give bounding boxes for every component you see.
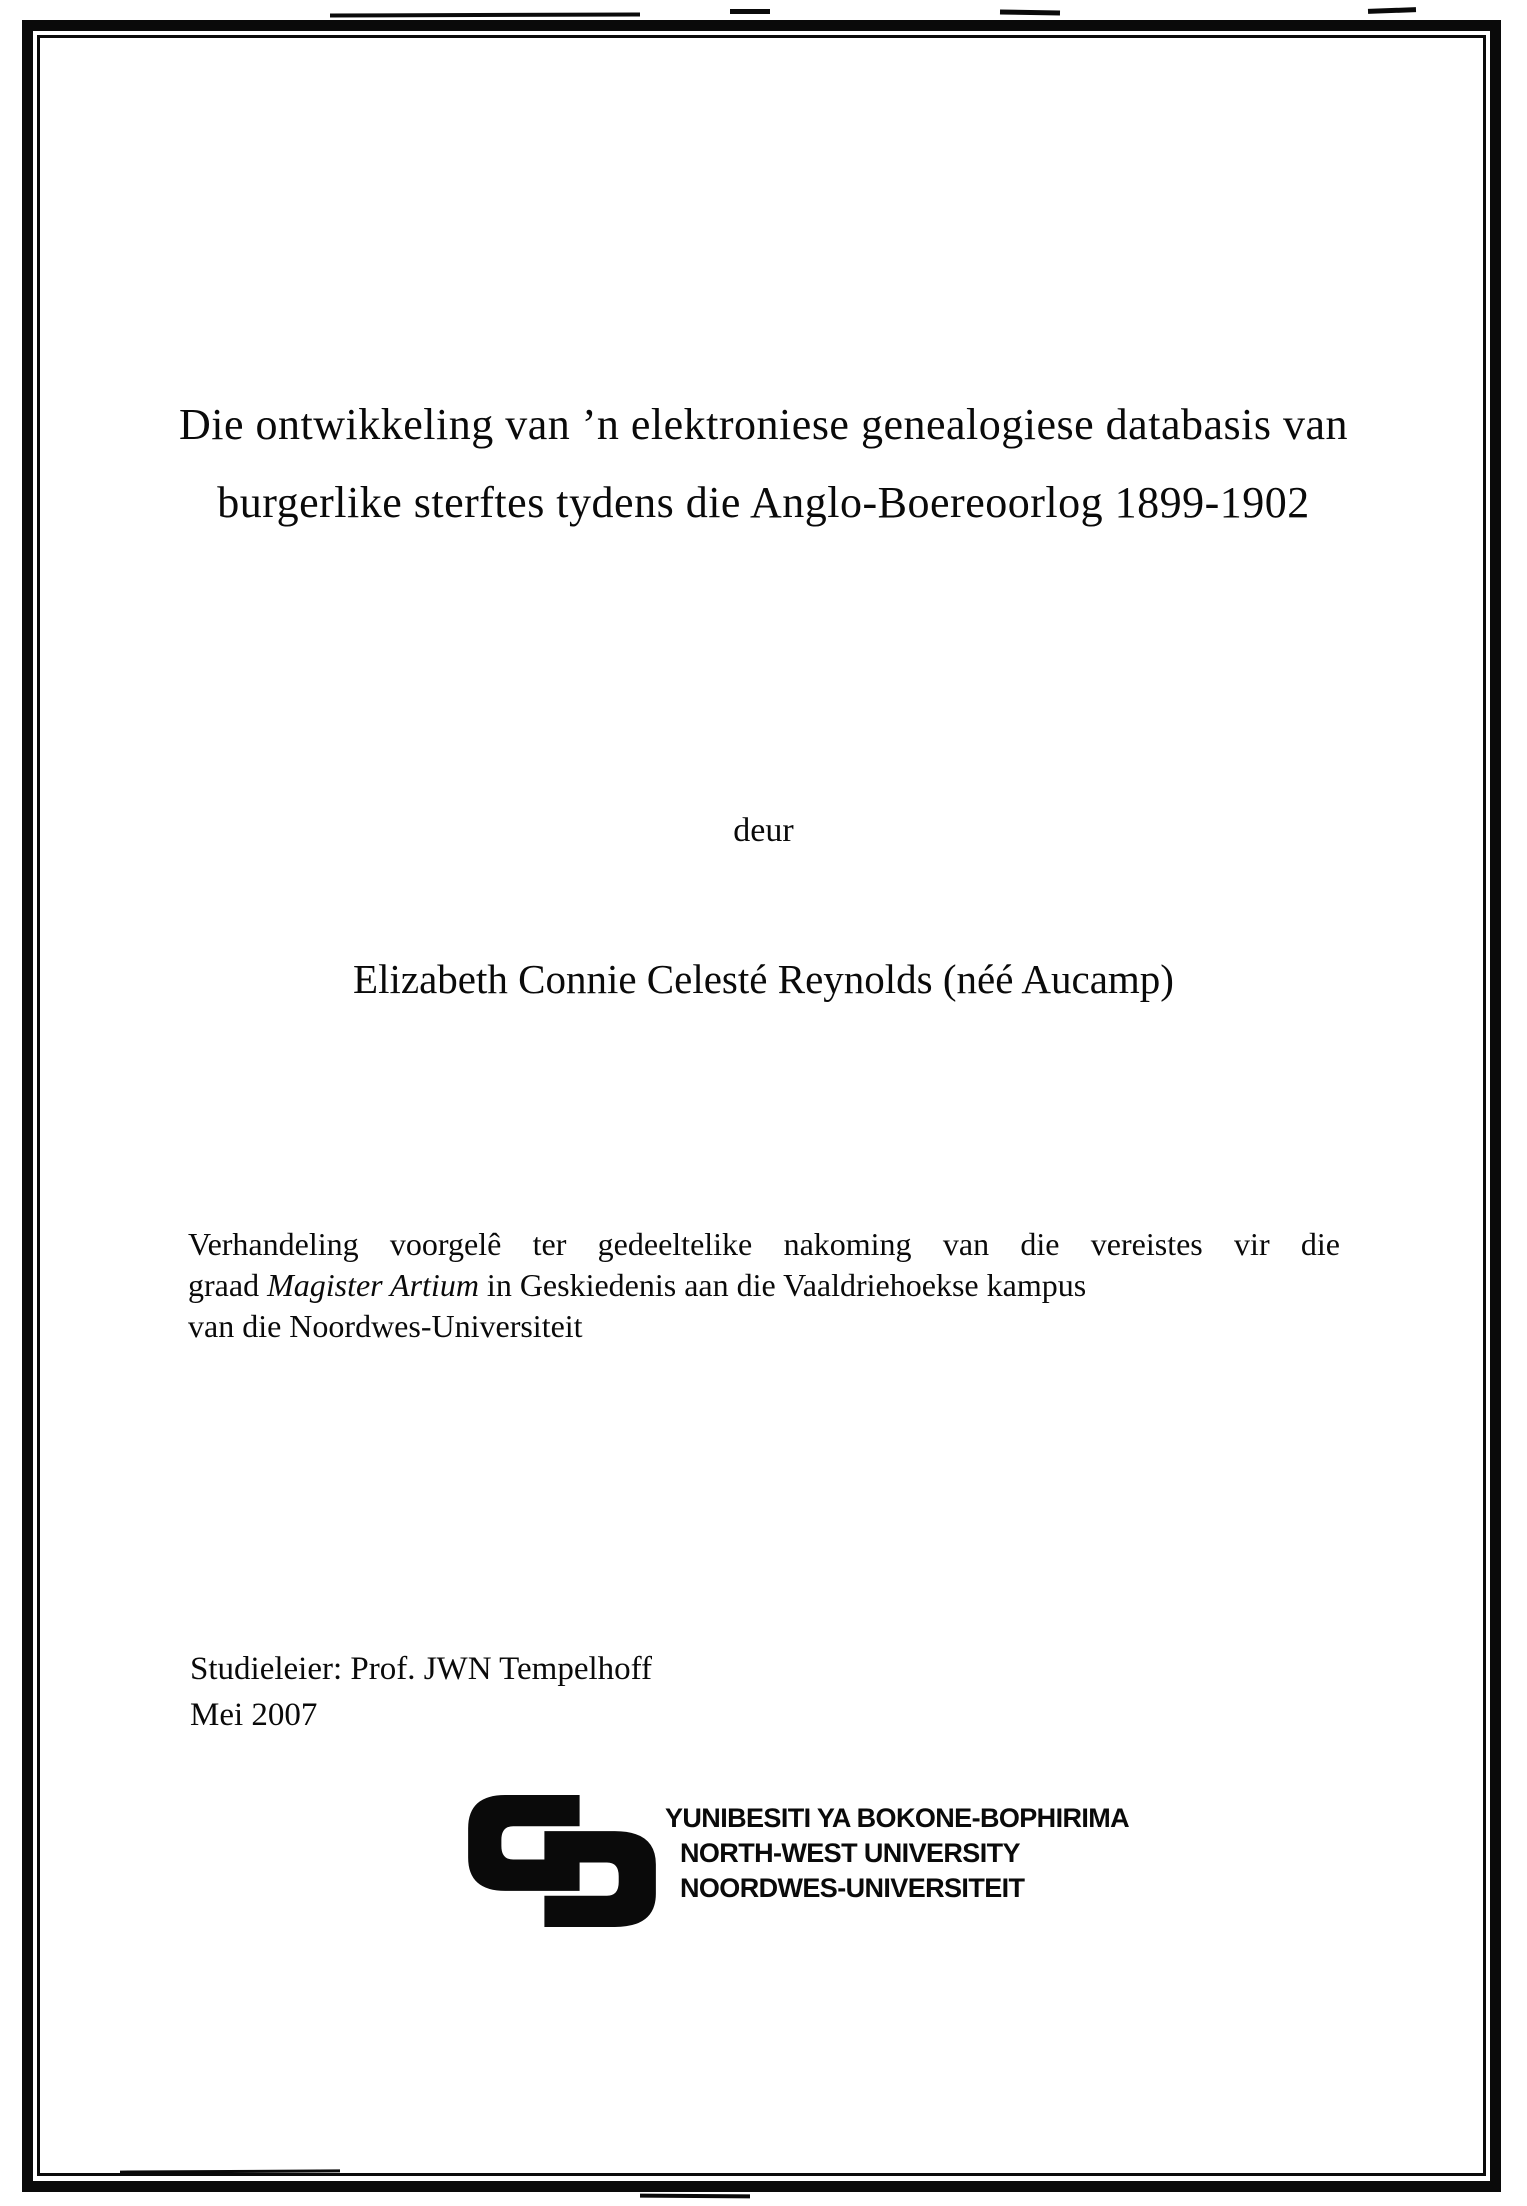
submission-statement-line1: Verhandeling voorgelê ter gedeeltelike nakoming van die vereistes vir die [188, 1226, 1340, 1262]
submission-statement-line3: van die Noordwes-Universiteit [188, 1308, 583, 1344]
author-name: Elizabeth Connie Celesté Reynolds (néé Aucamp) [353, 956, 1174, 1002]
scan-artifact [640, 2194, 750, 2199]
logo-text-english: NORTH-WEST UNIVERSITY [680, 1838, 1020, 1868]
statement-line2-prefix: graad [188, 1267, 268, 1303]
thesis-title-line1: Die ontwikkeling van ’n elektroniese genealogiese databasis van [178, 400, 1348, 449]
logo-text-afrikaans: NOORDWES-UNIVERSITEIT [680, 1873, 1025, 1903]
supervisor-block [190, 1646, 652, 1738]
degree-name-italic: Magister Artium [267, 1267, 479, 1303]
scan-artifact [1000, 9, 1060, 15]
university-logo [463, 1795, 1129, 1927]
thesis-title-line2: burgerlike sterftes tydens die Anglo-Boereoorlog 1899-1902 [217, 478, 1310, 527]
nwu-interlocked-links-icon [463, 1795, 661, 1927]
scan-artifact [730, 9, 770, 14]
statement-line2-suffix: in Geskiedenis aan die Vaaldriehoekse kampus [478, 1267, 1087, 1303]
date-line: Mei 2007 [190, 1697, 318, 1733]
university-logo-text [665, 1795, 1129, 1906]
thesis-title [110, 386, 1417, 542]
submission-statement [188, 1224, 1340, 1347]
scan-artifact [330, 12, 640, 17]
submission-statement-line2 [188, 1265, 1340, 1306]
byline: deur [733, 812, 794, 849]
logo-text-setswana: YUNIBESITI YA BOKONE-BOPHIRIMA [665, 1803, 1130, 1833]
scan-artifact [1368, 7, 1416, 14]
supervisor-line: Studieleier: Prof. JWN Tempelhoff [190, 1651, 653, 1687]
